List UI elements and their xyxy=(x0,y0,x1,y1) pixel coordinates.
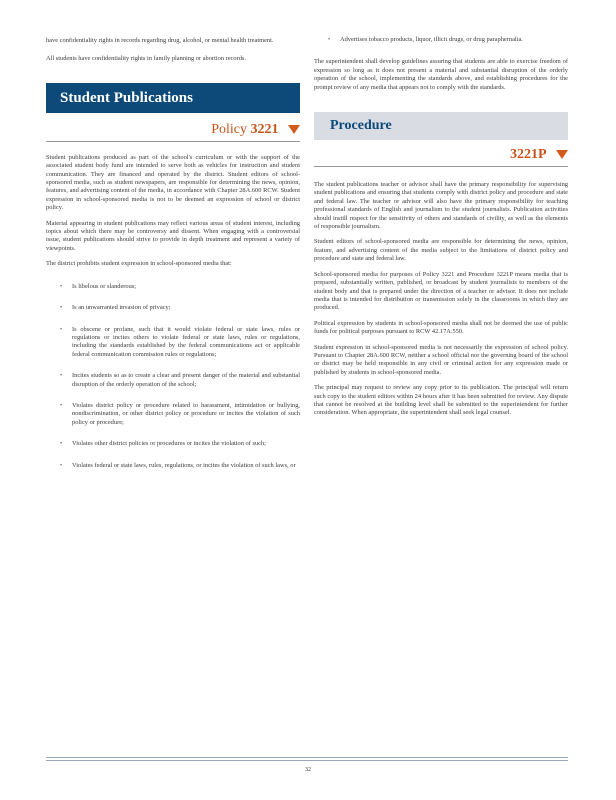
prohibition-item: • Incites students so as to create a clear and present danger of the material and substantial disruption of the orderly operation of the school; xyxy=(60,372,300,388)
procedure-paragraph: The principal may request to review any copy prior to its publication. The principal will return such copy to the student editors within 24 hours after it has been submitted for review. Any dispute that cannot be resolved at the building level shall be submitted to the superintendent for further consideration. When appropriate, the superintendent shall seek legal counsel. xyxy=(314,384,568,417)
prohibition-item: • Violates other district policies or procedures or incites the violation of such; xyxy=(60,440,266,448)
procedure-heading xyxy=(314,146,568,167)
policy-paragraph: Material appearing in student publications may reflect various areas of student interest, including topics about which there may be controversy and dissent. When engaging with a controversial issue, student publications should strive to provide in depth treatment and represent a variety of viewpoints. xyxy=(46,219,300,252)
intro-paragraph: have confidentiality rights in records regarding drug, alcohol, or mental health treatment. xyxy=(46,37,274,44)
intro-paragraph: All students have confidentiality rights in family planning or abortion records. xyxy=(46,55,247,63)
bullet-icon: • xyxy=(60,441,63,448)
prohibition-item: • Is obscene or profane, such that it would violate federal or state laws, rules or regulations or incites others to violate federal or state laws, rules or regulations, including the standards established by the federal communications act or applicable federal communication commission rules or regulations; xyxy=(60,325,300,358)
policy-paragraph: The district prohibits student expression in school-sponsored media that: xyxy=(46,260,232,268)
procedure-paragraph: Student expression in school-sponsored media is not necessarily the expression of school policy. Pursuant to Chapter 28A.600 RCW, neither a school official nor the governing board of the school or district may be held responsible in any civil or criminal action for any expression made or published by students in school-sponsored media. xyxy=(314,343,568,376)
policy-heading xyxy=(46,121,300,142)
policy-number: 3221 xyxy=(250,121,279,137)
procedure-paragraph: Student editors of school-sponsored media are responsible for determining the news, opinion, feature, and advertising content of the media subject to the limitations of district policy and procedure and state and federal law. xyxy=(314,238,568,263)
procedure-paragraph: Political expression by students in school-sponsored media shall not be deemed the use of public funds for political purposes pursuant to RCW 42.17A.550. xyxy=(314,319,568,336)
policy-label: Policy xyxy=(211,121,247,137)
bullet-icon: • xyxy=(60,462,63,469)
page-number: 32 xyxy=(305,767,311,773)
down-triangle-icon xyxy=(288,125,300,134)
prohibition-item: • Advertises tobacco products, liquor, illicit drugs, or drug paraphernalia. xyxy=(328,36,523,43)
bullet-icon: • xyxy=(60,326,63,333)
right-column xyxy=(314,0,568,418)
prohibition-item: • Is an unwarranted invasion of privacy; xyxy=(60,304,171,312)
procedure-number: 3221P xyxy=(509,147,547,163)
footer-rule xyxy=(46,760,568,761)
procedure-paragraph: The student publications teacher or advisor shall have the primary responsibility for supervising student publications and ensuring that students comply with district policy and procedure and state and federal law. The teacher or advisor will also have the primary responsibility for teaching professional standards of English and journalism to the student journalists. Publication activities should instill respect for the sensitivity of others and standards of civility, as well as the elements of responsible journalism. xyxy=(314,181,568,231)
procedure-paragraph: School-sponsored media for purposes of Policy 3221 and Procedure 3221P means media that is prepared, substantially written, published, or broadcast by student journalists to members of the student body and that is prepared under the direction of a teacher or advisor. It does not include media that is intended for distribution or transmission solely in the classrooms in which they are produced. xyxy=(314,270,568,312)
prohibition-item: • Violates district policy or procedure related to harassment, intimidation or bullying, nondiscrimination, or other district policy or procedure or incites the violation of such policy or procedure; xyxy=(60,401,300,426)
bullet-icon: • xyxy=(60,283,63,290)
superintendent-paragraph: The superintendent shall develop guidelines assuring that students are able to exercise freedom of expression so long as it does not present a material and substantial disruption of the orderly operation of the school, implementing the standards above, and establishing procedures for the prompt review of any media that appears not to comply with the standards. xyxy=(314,58,568,91)
down-triangle-icon xyxy=(556,150,568,159)
student-publications-banner: Student Publications xyxy=(46,83,300,113)
procedure-banner: Procedure xyxy=(314,112,568,140)
prohibition-item: • Violates federal or state laws, rules, regulations, or incites the violation of such laws, or xyxy=(60,461,296,469)
bullet-icon: • xyxy=(60,402,63,409)
footer-rule xyxy=(46,757,568,758)
policy-paragraph: Student publications produced as part of the school's curriculum or with the support of the associated student body fund are intended to serve both as vehicles for instruction and student communication. They are financed and operated by the district. Student editors of school-sponsored media, such as student newspapers, are responsible for determining the news, opinion, features, and advertising content of the media, in accordance with Chapter 28A.600 RCW. Student expression in school-sponsored media is not to be deemed an expression of school or district policy. xyxy=(46,153,300,212)
bullet-icon: • xyxy=(60,305,63,312)
left-column xyxy=(46,0,300,470)
bullet-icon: • xyxy=(60,373,63,380)
bullet-icon: • xyxy=(328,37,331,43)
prohibition-item: • Is libelous or slanderous; xyxy=(60,282,137,290)
